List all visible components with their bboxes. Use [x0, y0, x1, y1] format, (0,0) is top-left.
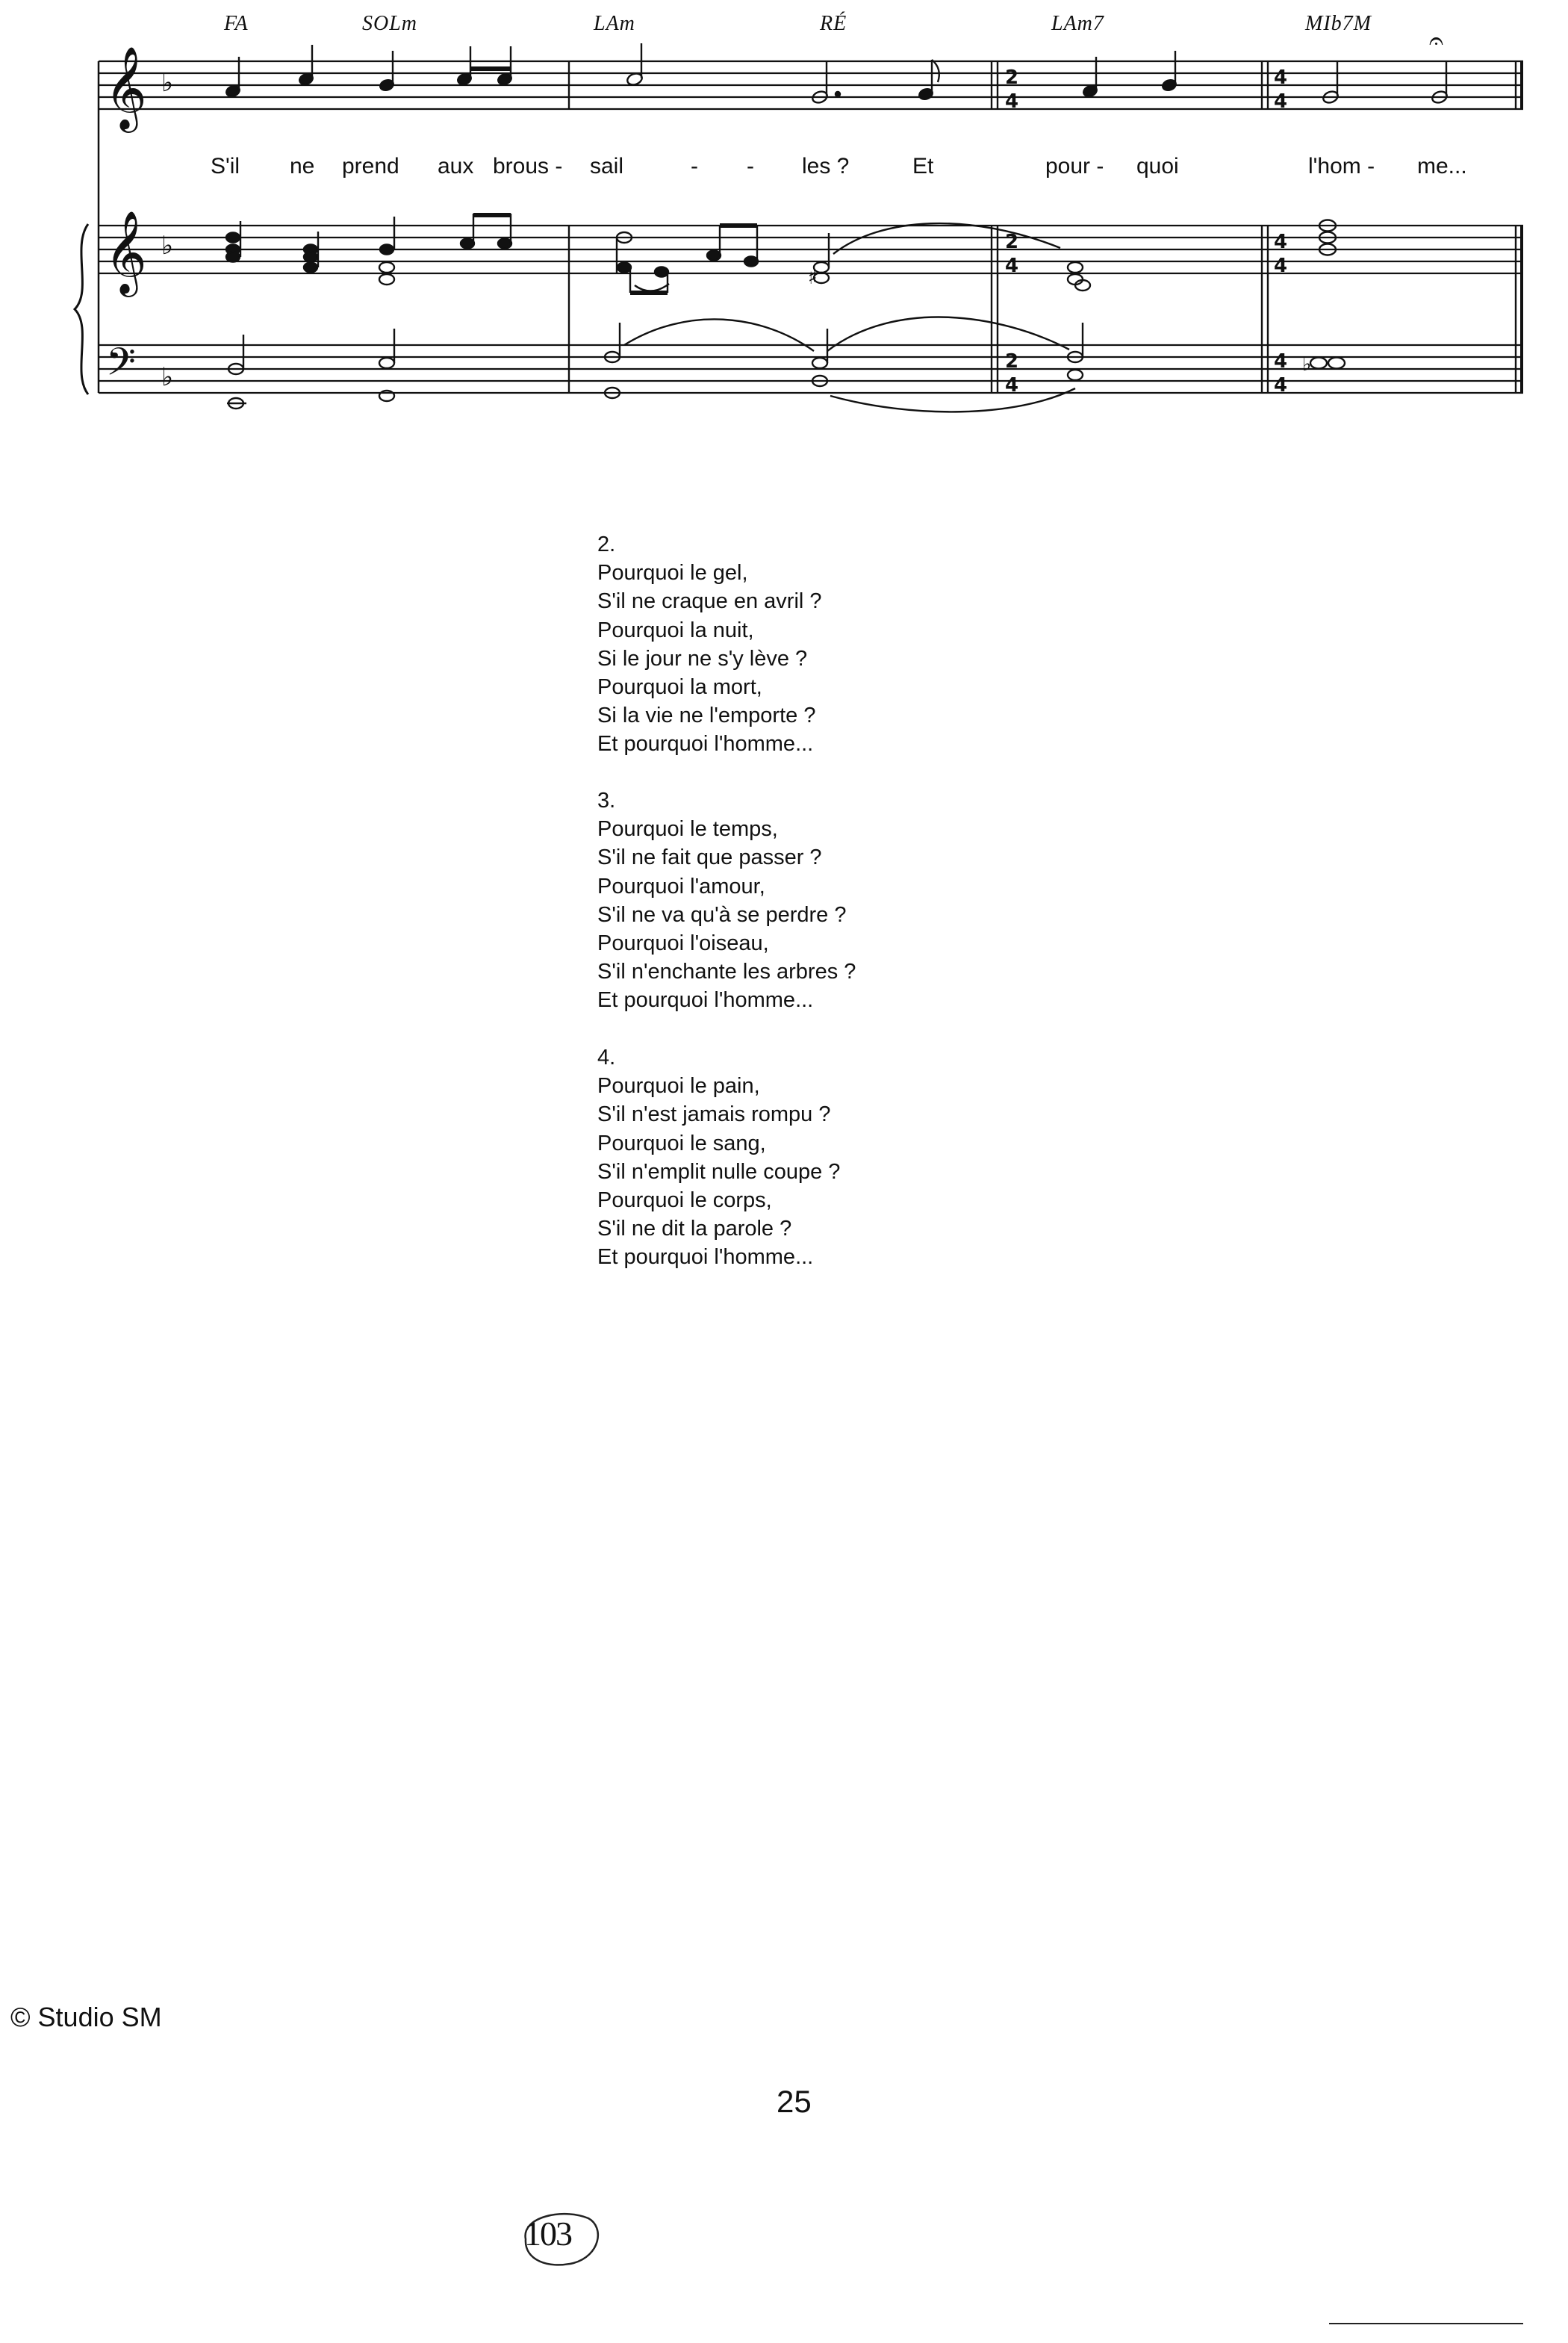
- verse-line: S'il n'emplit nulle coupe ?: [597, 1159, 841, 1184]
- page-number: 25: [777, 2084, 812, 2119]
- verse-line: S'il ne craque en avril ?: [597, 589, 822, 614]
- chord-symbol: RÉ: [820, 12, 847, 35]
- lyric-syllable: ne: [290, 154, 315, 179]
- bar-lines: [569, 61, 1522, 393]
- archive-number-text: 103: [524, 2215, 571, 2253]
- verse-line: Pourquoi la nuit,: [597, 618, 754, 642]
- svg-text:4: 4: [1274, 374, 1288, 397]
- verse-line: Si la vie ne l'emporte ?: [597, 704, 816, 728]
- lyric-syllable: sail: [590, 154, 624, 179]
- music-score: [0, 0, 1568, 448]
- treble-clef-icon: 𝄞: [105, 46, 147, 129]
- svg-text:♭: ♭: [1302, 353, 1312, 376]
- bass-clef-icon: 𝄢: [106, 339, 136, 394]
- verse-line: Pourquoi l'amour,: [597, 874, 765, 899]
- verse-line: S'il ne dit la parole ?: [597, 1217, 792, 1241]
- flat-icon: ♭: [161, 231, 174, 261]
- svg-text:4: 4: [1005, 90, 1019, 113]
- chord-symbol: FA: [224, 12, 249, 35]
- verse-line: Et pourquoi l'homme...: [597, 988, 814, 1013]
- svg-text:2: 2: [1005, 66, 1019, 89]
- lyric-syllable: brous -: [493, 154, 563, 179]
- treble-clef-icon: 𝄞: [105, 210, 147, 294]
- verse-line: Et pourquoi l'homme...: [597, 1245, 814, 1270]
- chord-symbol: MIb7M: [1305, 12, 1372, 35]
- verse-number: 3.: [597, 789, 616, 813]
- svg-text:4: 4: [1274, 350, 1288, 373]
- svg-text:♯: ♯: [808, 267, 818, 289]
- verse-number: 2.: [597, 533, 616, 556]
- verse-line: Si le jour ne s'y lève ?: [597, 646, 808, 671]
- svg-text:4: 4: [1274, 255, 1288, 277]
- flat-icon: ♭: [161, 68, 174, 98]
- verse-line: Pourquoi l'oiseau,: [597, 931, 769, 956]
- corner-rule: [1329, 2323, 1523, 2324]
- lyric-syllable: aux: [438, 154, 474, 179]
- lyric-syllable: prend: [342, 154, 399, 179]
- piano-brace: [75, 224, 88, 394]
- verse-line: Pourquoi la mort,: [597, 675, 762, 700]
- svg-text:4: 4: [1005, 374, 1019, 397]
- verse-3: [597, 786, 856, 1015]
- lyric-syllable: les ?: [802, 154, 850, 179]
- lyric-syllable: pour -: [1045, 154, 1104, 179]
- svg-text:4: 4: [1005, 255, 1019, 277]
- flat-icon: ♭: [161, 362, 174, 392]
- fermata-icon: 𝄐: [1429, 26, 1443, 56]
- verse-line: Et pourquoi l'homme...: [597, 732, 814, 757]
- verse-line: S'il n'enchante les arbres ?: [597, 960, 856, 984]
- chord-symbol: SOLm: [362, 12, 418, 35]
- chord-symbol: LAm: [594, 12, 635, 35]
- verse-2: [597, 530, 822, 759]
- lyric-syllable: l'hom -: [1308, 154, 1375, 179]
- verse-line: S'il ne va qu'à se perdre ?: [597, 902, 847, 927]
- lyric-syllable: S'il: [211, 154, 240, 179]
- lyric-syllable: quoi: [1136, 154, 1179, 179]
- verse-line: Pourquoi le temps,: [597, 817, 778, 842]
- verse-4: [597, 1043, 840, 1272]
- verse-line: S'il ne fait que passer ?: [597, 845, 822, 870]
- copyright-notice: © Studio SM: [10, 2002, 162, 2032]
- svg-text:2: 2: [1005, 350, 1019, 373]
- verse-line: Pourquoi le gel,: [597, 561, 748, 586]
- verse-number: 4.: [597, 1046, 616, 1070]
- chord-symbol: LAm7: [1051, 12, 1104, 35]
- lyric-syllable: -: [747, 154, 754, 179]
- verse-line: Pourquoi le corps,: [597, 1188, 772, 1213]
- verse-line: Pourquoi le pain,: [597, 1074, 760, 1099]
- lyric-syllable: -: [691, 154, 698, 179]
- lyric-syllable: Et: [912, 154, 934, 179]
- piano-bass-notes: [227, 317, 1345, 412]
- verse-line: S'il n'est jamais rompu ?: [597, 1102, 831, 1127]
- handwritten-archive-number: [511, 2203, 608, 2271]
- svg-text:2: 2: [1005, 231, 1019, 253]
- svg-text:4: 4: [1274, 66, 1288, 89]
- svg-text:4: 4: [1274, 90, 1288, 113]
- lyric-syllable: me...: [1417, 154, 1467, 179]
- svg-text:4: 4: [1274, 231, 1288, 253]
- verse-line: Pourquoi le sang,: [597, 1131, 766, 1155]
